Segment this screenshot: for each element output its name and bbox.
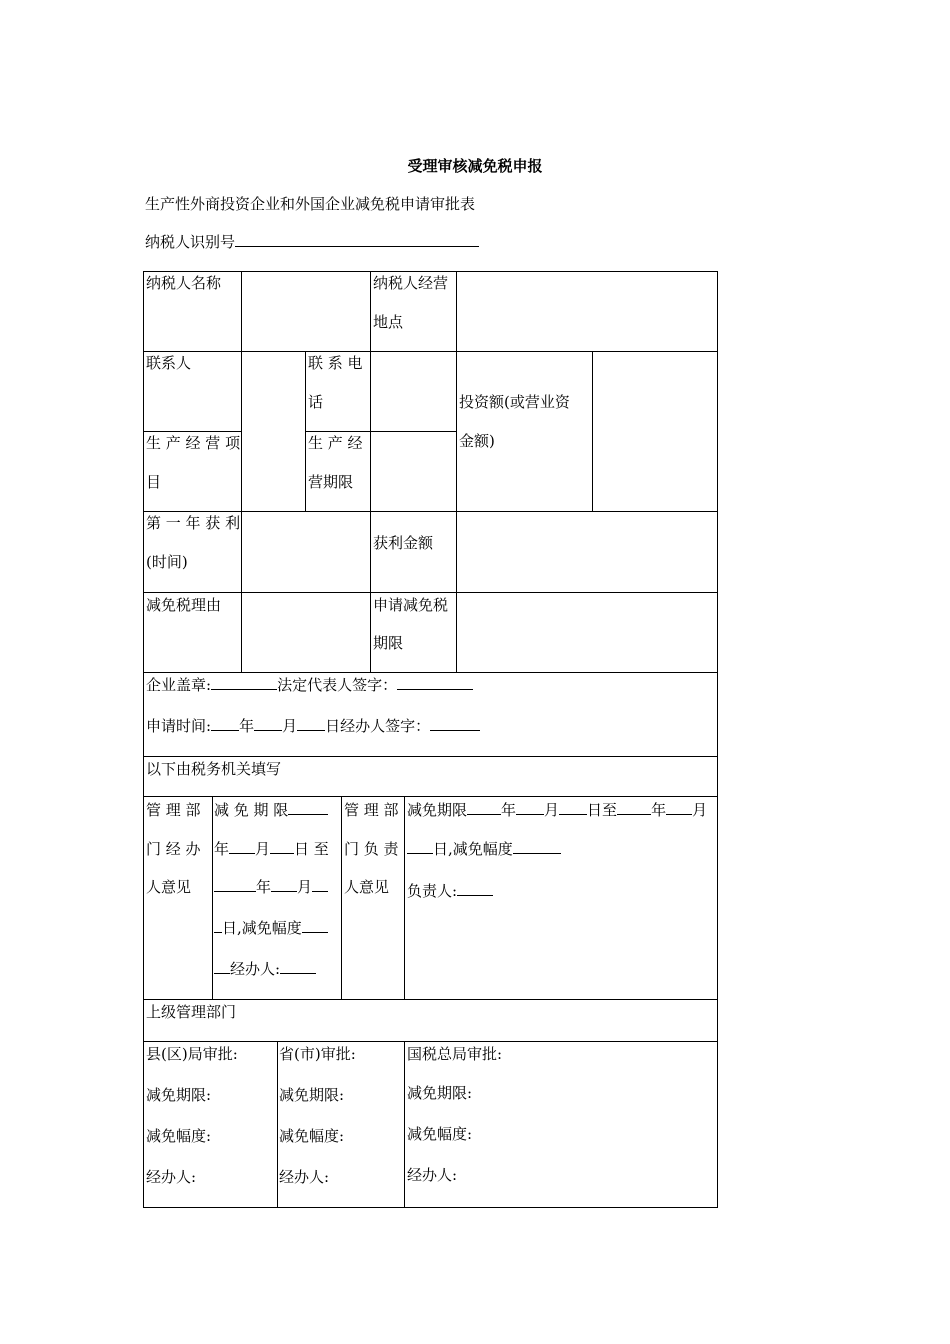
legal-rep-label: 法定代表人签字： [277, 676, 398, 694]
province-approval-label: 省(市)审批: [279, 1045, 356, 1063]
seal-line-2: 申请时间: 年 月 日经办人签字： [146, 707, 480, 746]
head-range-field[interactable] [513, 839, 561, 854]
contact-label: 联系人 [146, 354, 192, 372]
address-label-1: 纳税人经营 [373, 274, 449, 292]
contact-field[interactable] [242, 352, 304, 430]
head-day-end-field[interactable] [407, 839, 433, 854]
taxpayer-id-row [145, 231, 479, 252]
period-label-1: 生 产 经 [308, 434, 363, 452]
company-seal-field[interactable] [211, 675, 277, 690]
form-subtitle: 生产性外商投资企业和外国企业减免税申请审批表 [145, 195, 476, 213]
apply-day-field[interactable] [297, 716, 325, 731]
handler-opinion-line-5: 经办人: [214, 950, 316, 989]
province-period-label: 减免期限: [279, 1086, 345, 1104]
national-range-label: 减免幅度: [407, 1125, 473, 1143]
phone-label-1: 联 系 电 [308, 354, 363, 372]
first-profit-field[interactable] [242, 512, 369, 591]
investment-label-2: 金额) [459, 432, 495, 450]
project-label-2: 目 [146, 473, 162, 491]
project-field[interactable] [242, 432, 304, 510]
head-opinion-line-3: 负责人: [407, 872, 493, 911]
county-approval-label: 县(区)局审批: [146, 1045, 238, 1063]
handler-range-field[interactable] [302, 918, 328, 933]
first-profit-label-2: (时间) [146, 553, 188, 571]
handler-day-end-field-b[interactable] [214, 918, 222, 933]
handler-name-field[interactable] [280, 959, 316, 974]
handler-opinion-line-3: 年 月 [214, 868, 328, 907]
apply-period-label-2: 期限 [373, 634, 404, 652]
national-period-label: 减免期限: [407, 1084, 473, 1102]
tax-office-label: 以下由税务机关填写 [146, 760, 282, 778]
apply-period-field[interactable] [457, 593, 717, 671]
handler-sign-label: 日经办人签字： [325, 717, 431, 735]
taxpayer-id-label: 纳税人识别号 [145, 233, 236, 251]
head-year-start-field[interactable] [467, 800, 501, 815]
county-handler-label: 经办人: [146, 1168, 197, 1186]
reason-label: 减免税理由 [146, 596, 222, 614]
company-seal-label: 企业盖章: [146, 676, 212, 694]
head-label-1: 管 理 部 [344, 801, 399, 819]
handler-label-1: 管 理 部 [146, 801, 201, 819]
handler-month-end-field[interactable] [271, 877, 297, 892]
seal-line-1 [146, 666, 473, 705]
handler-year-start-field[interactable] [288, 800, 328, 815]
head-opinion-line-1: 减免期限 年 月 日至 年 月 [407, 801, 708, 819]
head-label-3: 人意见 [344, 878, 390, 896]
handler-label-3: 人意见 [146, 878, 192, 896]
handler-day-start-field[interactable] [270, 839, 294, 854]
superior-label: 上级管理部门 [146, 1003, 237, 1021]
phone-label-2: 话 [308, 393, 324, 411]
taxpayer-name-field[interactable] [242, 272, 369, 350]
national-approval-label: 国税总局审批: [407, 1045, 503, 1063]
address-label-2: 地点 [373, 313, 404, 331]
head-label-2: 门 负 责 [344, 840, 399, 858]
apply-month-field[interactable] [254, 716, 282, 731]
phone-field[interactable] [371, 352, 456, 430]
national-handler-label: 经办人: [407, 1166, 458, 1184]
profit-amount-field[interactable] [457, 512, 717, 591]
project-label-1: 生 产 经 营 项 [146, 434, 241, 452]
period-label-2: 营期限 [308, 473, 354, 491]
county-period-label: 减免期限: [146, 1086, 212, 1104]
county-range-label: 减免幅度: [146, 1127, 212, 1145]
handler-opinion-line-1: 减 免 期 限 [214, 791, 328, 830]
legal-rep-field[interactable] [397, 675, 473, 690]
period-field[interactable] [371, 432, 456, 510]
first-profit-label-1: 第 一 年 获 利 [146, 514, 241, 532]
investment-field[interactable] [593, 352, 717, 510]
handler-range-field-b[interactable] [214, 959, 230, 974]
investment-label-1: 投资额(或营业资 [459, 393, 570, 411]
profit-amount-label: 获利金额 [373, 534, 434, 552]
handler-month-start-field[interactable] [229, 839, 255, 854]
reason-field[interactable] [242, 593, 369, 671]
taxpayer-name-label: 纳税人名称 [146, 274, 222, 292]
head-opinion-line-2: 日,减免幅度 [407, 830, 561, 869]
handler-opinion-line-2: 年 月 日 至 [214, 840, 329, 858]
head-name-field[interactable] [457, 881, 493, 896]
province-handler-label: 经办人: [279, 1168, 330, 1186]
handler-opinion-line-4: 日,减免幅度 [214, 909, 328, 948]
head-month-end-field[interactable] [666, 800, 692, 815]
apply-year-field[interactable] [211, 716, 239, 731]
head-day-start-field[interactable] [559, 800, 587, 815]
page-title: 受理审核减免税申报 [407, 157, 543, 175]
apply-time-label: 申请时间: [146, 717, 212, 735]
address-field[interactable] [457, 272, 717, 350]
head-year-end-field[interactable] [617, 800, 651, 815]
handler-label-2: 门 经 办 [146, 840, 201, 858]
head-month-start-field[interactable] [516, 800, 544, 815]
handler-sign-field[interactable] [430, 716, 480, 731]
handler-year-end-field[interactable] [214, 877, 256, 892]
taxpayer-id-field[interactable] [235, 232, 479, 247]
apply-period-label-1: 申请减免税 [373, 596, 449, 614]
handler-day-end-field-a[interactable] [312, 877, 328, 892]
province-range-label: 减免幅度: [279, 1127, 345, 1145]
